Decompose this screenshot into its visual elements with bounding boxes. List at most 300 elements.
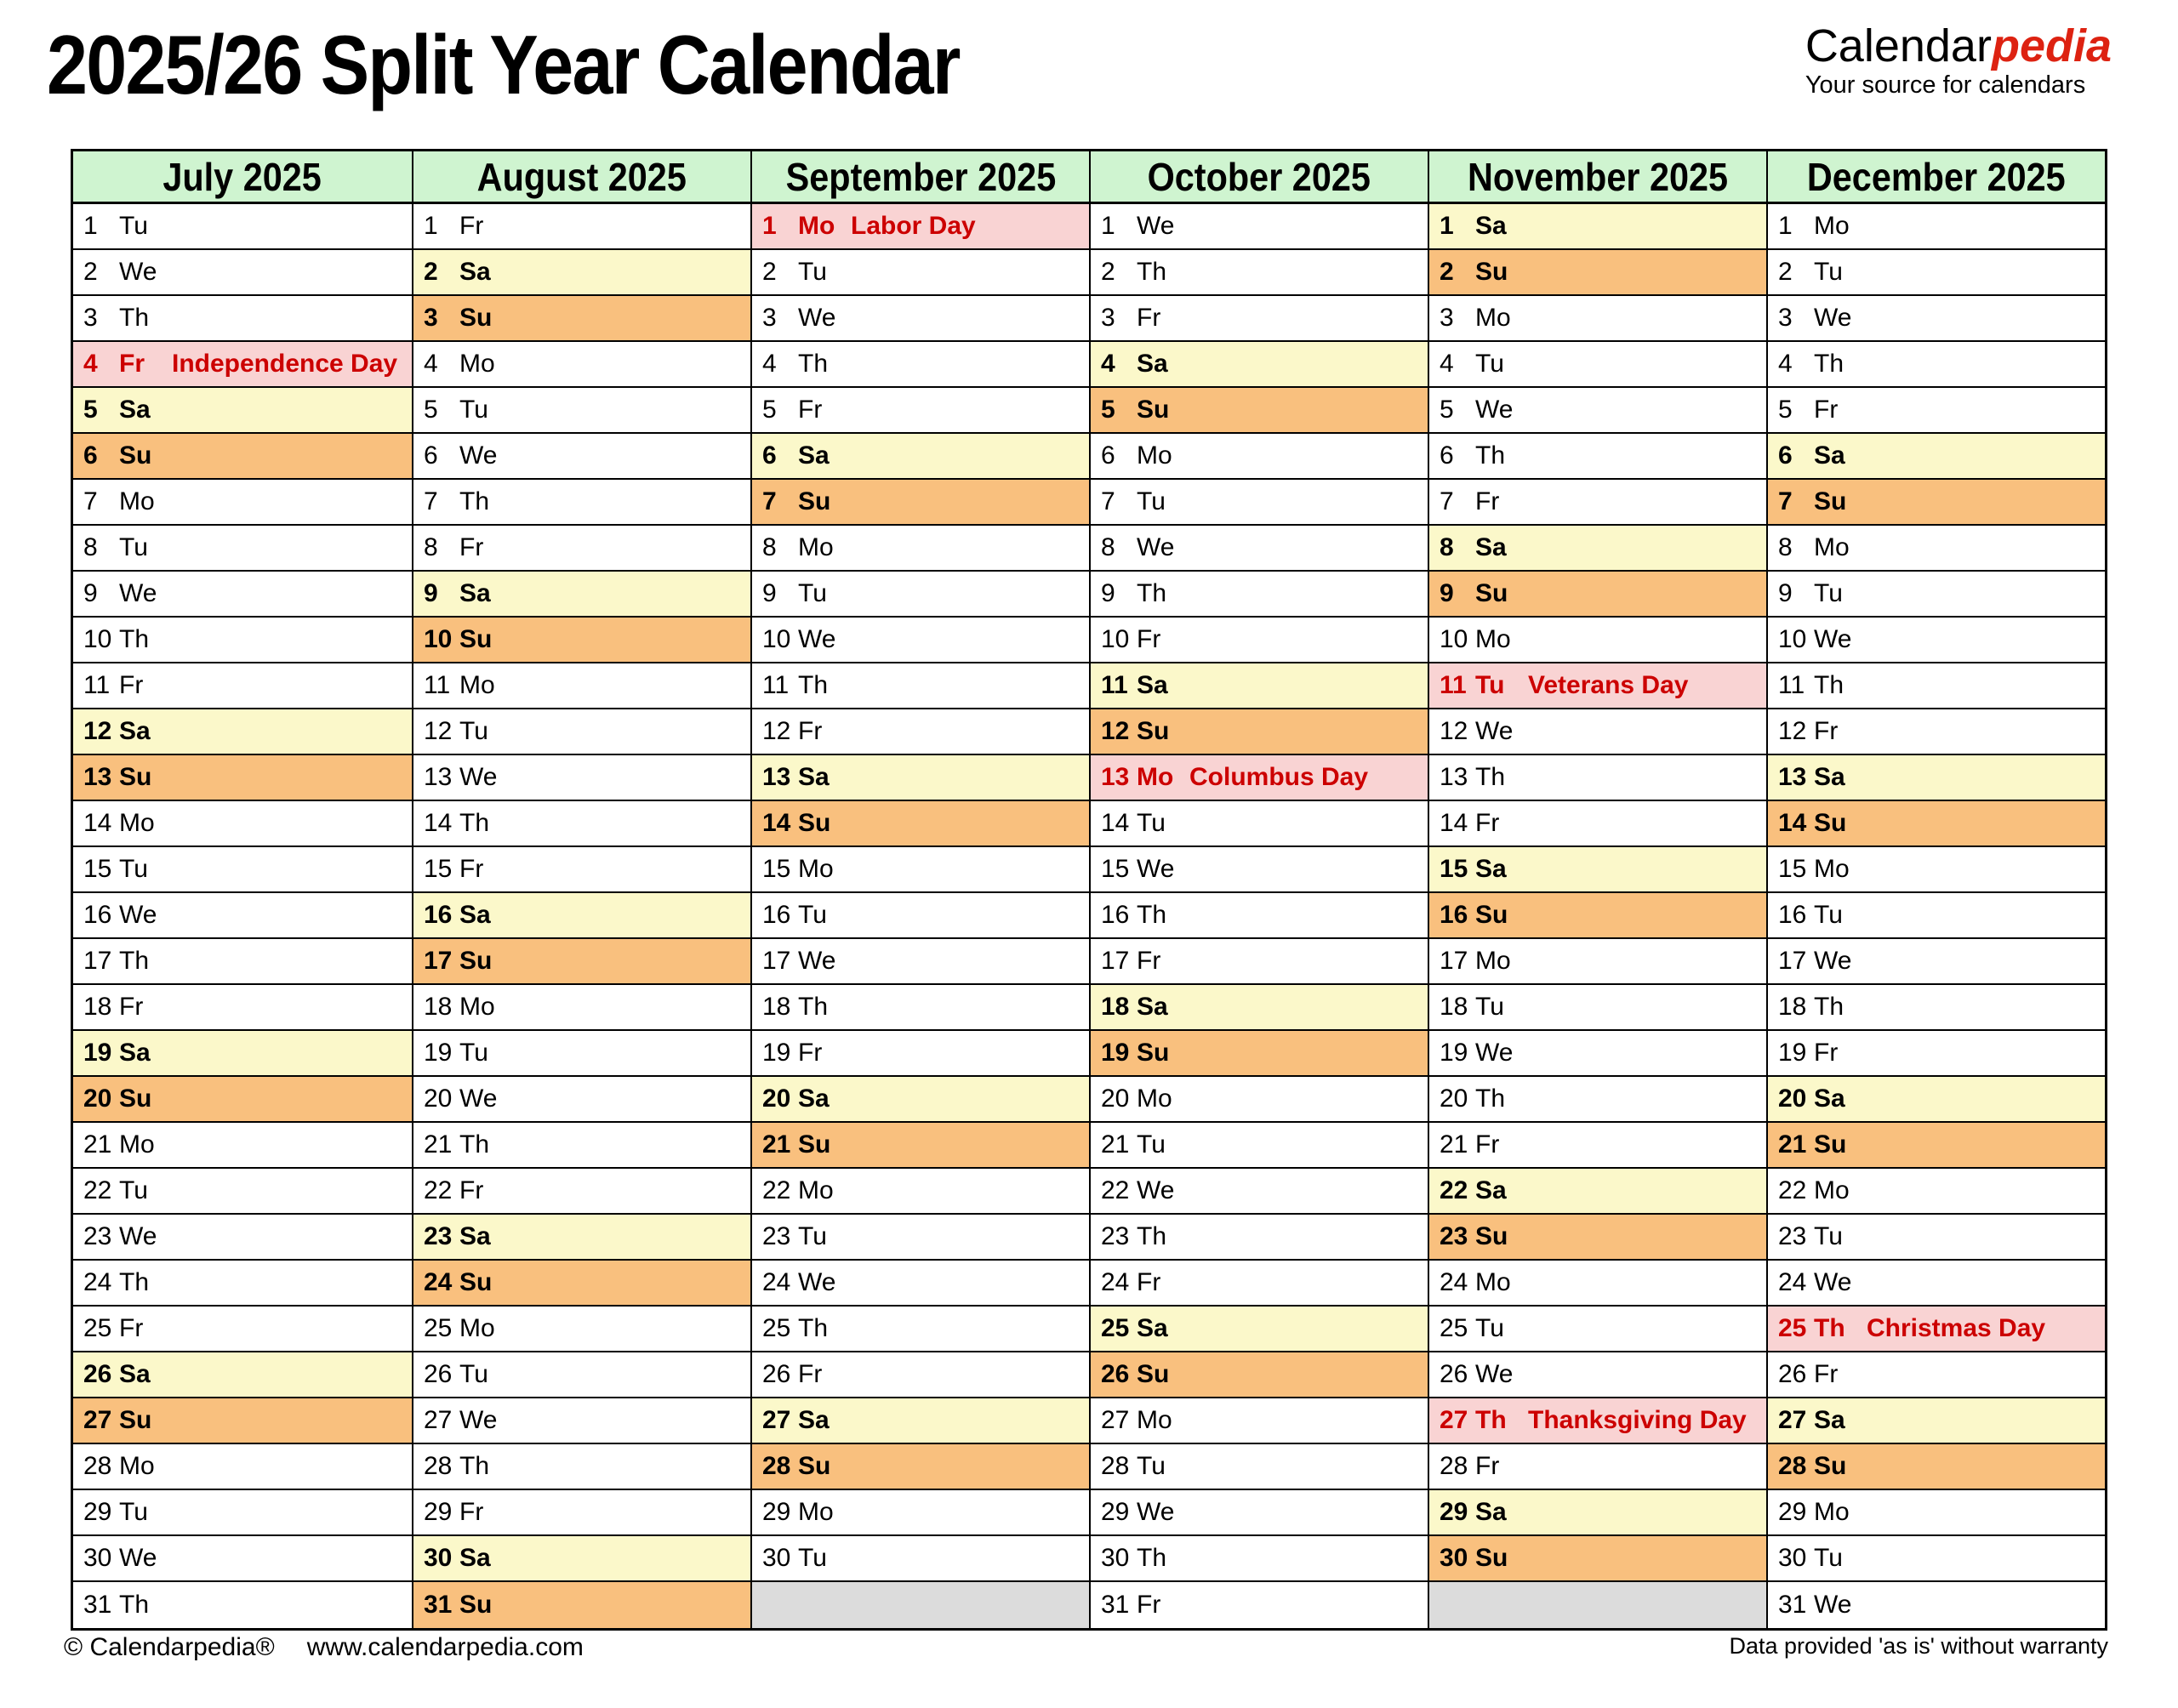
day-number: 11 — [1101, 671, 1128, 699]
day-number: 8 — [424, 533, 438, 561]
day-weekday: We — [119, 258, 157, 286]
day-cell — [413, 755, 750, 801]
day-cell — [1091, 250, 1428, 296]
day-weekday: We — [1475, 1360, 1514, 1388]
day-weekday: Fr — [1814, 1039, 1839, 1067]
day-weekday: Fr — [1475, 809, 1500, 837]
holiday-label: Christmas Day — [1867, 1314, 2046, 1342]
day-weekday: Sa — [798, 441, 830, 470]
day-number: 17 — [1440, 947, 1468, 975]
day-weekday: Tu — [1475, 993, 1504, 1021]
day-weekday: Th — [1814, 993, 1844, 1021]
day-number: 3 — [762, 304, 777, 332]
day-number: 19 — [762, 1039, 791, 1067]
day-cell — [1091, 1398, 1428, 1444]
day-number: 16 — [762, 901, 791, 929]
day-number: 18 — [1440, 993, 1468, 1021]
day-weekday: Th — [1137, 901, 1167, 929]
month-header-label: December 2025 — [1807, 154, 2066, 199]
day-weekday: Tu — [1814, 258, 1843, 286]
day-cell — [1091, 1123, 1428, 1169]
day-weekday: Sa — [1137, 350, 1168, 378]
day-weekday: Th — [798, 671, 829, 699]
day-number: 31 — [424, 1591, 453, 1619]
day-number: 20 — [1440, 1085, 1468, 1113]
day-cell — [1768, 1490, 2105, 1536]
day-weekday: Th — [119, 1591, 150, 1619]
day-cell — [413, 342, 750, 388]
day-number: 8 — [1101, 533, 1115, 561]
day-weekday: Su — [1475, 579, 1508, 607]
day-cell — [752, 1307, 1089, 1352]
day-cell — [752, 204, 1089, 250]
day-weekday: Mo — [798, 1176, 834, 1204]
day-weekday: Sa — [1814, 441, 1845, 470]
day-number: 12 — [762, 717, 791, 745]
day-number: 16 — [1778, 901, 1807, 929]
day-cell — [413, 847, 750, 893]
day-weekday: Su — [1475, 258, 1508, 286]
day-weekday: Su — [1814, 1452, 1847, 1480]
day-number: 4 — [1101, 350, 1115, 378]
day-cell — [73, 388, 412, 434]
day-cell — [413, 296, 750, 342]
day-number: 29 — [1440, 1498, 1468, 1526]
day-cell — [73, 755, 412, 801]
day-weekday: Tu — [1475, 1314, 1504, 1342]
day-weekday: We — [459, 763, 498, 791]
day-weekday: Tu — [1137, 1452, 1166, 1480]
day-weekday: Su — [459, 1591, 493, 1619]
day-weekday: Fr — [119, 993, 144, 1021]
day-cell — [1091, 480, 1428, 526]
day-number: 7 — [1101, 487, 1115, 515]
day-weekday: Tu — [1475, 671, 1505, 699]
day-number: 6 — [1440, 441, 1454, 470]
day-number: 24 — [762, 1268, 791, 1296]
day-weekday: Mo — [119, 1452, 155, 1480]
day-weekday: Mo — [1814, 212, 1850, 240]
day-number: 16 — [83, 901, 112, 929]
day-cell — [1091, 1444, 1428, 1490]
day-number: 17 — [1778, 947, 1807, 975]
day-cell — [1429, 1536, 1766, 1582]
day-weekday: Sa — [459, 1222, 491, 1250]
day-weekday: Th — [459, 487, 490, 515]
day-weekday: Th — [798, 1314, 829, 1342]
day-weekday: Th — [1137, 1544, 1167, 1572]
day-number: 6 — [1778, 441, 1793, 470]
day-weekday: Mo — [459, 350, 495, 378]
day-number: 14 — [1778, 809, 1807, 837]
day-cell — [752, 755, 1089, 801]
day-weekday: Mo — [459, 671, 495, 699]
day-number: 21 — [1778, 1130, 1807, 1159]
day-cell — [73, 296, 412, 342]
day-number: 10 — [424, 625, 453, 653]
day-weekday: Th — [1137, 1222, 1167, 1250]
holiday-label: Independence Day — [172, 350, 398, 378]
day-weekday: Fr — [1137, 1591, 1161, 1619]
day-weekday: Fr — [459, 212, 484, 240]
day-number: 14 — [424, 809, 453, 837]
day-cell — [1768, 434, 2105, 480]
day-cell — [1429, 1123, 1766, 1169]
footer-copyright: © Calendarpedia® — [64, 1633, 275, 1661]
day-cell — [413, 1123, 750, 1169]
day-number: 28 — [1440, 1452, 1468, 1480]
day-weekday: Th — [119, 1268, 150, 1296]
day-number: 8 — [83, 533, 98, 561]
day-weekday: Th — [1137, 579, 1167, 607]
day-cell — [752, 1031, 1089, 1077]
day-cell — [73, 1536, 412, 1582]
day-number: 12 — [1101, 717, 1130, 745]
day-cell — [73, 480, 412, 526]
day-cell — [73, 1444, 412, 1490]
day-weekday: Tu — [459, 717, 488, 745]
day-number: 4 — [1778, 350, 1793, 378]
day-weekday: Sa — [459, 579, 491, 607]
calendarpedia-logo[interactable] — [1805, 22, 2112, 98]
day-number: 15 — [1440, 855, 1468, 883]
day-weekday: Fr — [1814, 396, 1839, 424]
day-number: 29 — [762, 1498, 791, 1526]
day-cell — [752, 434, 1089, 480]
day-number: 17 — [424, 947, 453, 975]
day-number: 19 — [1440, 1039, 1468, 1067]
day-cell — [1768, 1169, 2105, 1215]
day-cell — [1091, 1215, 1428, 1261]
day-weekday: Th — [1475, 1406, 1507, 1434]
day-weekday: Mo — [1814, 1498, 1850, 1526]
day-weekday: Fr — [1137, 625, 1161, 653]
day-weekday: Su — [1814, 487, 1847, 515]
day-cell — [752, 1536, 1089, 1582]
day-cell — [73, 1490, 412, 1536]
day-number: 10 — [1778, 625, 1807, 653]
day-cell — [752, 709, 1089, 755]
day-cell — [752, 847, 1089, 893]
day-cell — [413, 985, 750, 1031]
day-cell — [1091, 204, 1428, 250]
day-cell — [73, 1215, 412, 1261]
day-weekday: Sa — [1475, 212, 1507, 240]
day-weekday: Tu — [119, 855, 148, 883]
day-weekday: Mo — [1137, 1085, 1172, 1113]
month-header-label: July 2025 — [162, 154, 322, 199]
day-number: 27 — [1778, 1406, 1807, 1434]
day-number: 14 — [762, 809, 791, 837]
day-cell — [1091, 893, 1428, 939]
day-cell — [1768, 1352, 2105, 1398]
month-column — [750, 151, 1089, 1628]
day-cell — [413, 939, 750, 985]
day-weekday: Mo — [1475, 304, 1511, 332]
day-cell — [1091, 1352, 1428, 1398]
day-number: 26 — [762, 1360, 791, 1388]
day-weekday: We — [1814, 1591, 1852, 1619]
day-cell — [73, 893, 412, 939]
day-weekday: We — [798, 1268, 836, 1296]
day-weekday: Sa — [1137, 1314, 1168, 1342]
day-number: 22 — [1101, 1176, 1130, 1204]
day-weekday: Su — [1814, 809, 1847, 837]
day-cell — [73, 1169, 412, 1215]
day-number: 12 — [1440, 717, 1468, 745]
day-number: 1 — [1440, 212, 1454, 240]
day-cell — [73, 847, 412, 893]
day-number: 5 — [1440, 396, 1454, 424]
day-cell — [752, 939, 1089, 985]
day-number: 22 — [83, 1176, 112, 1204]
month-header-label: September 2025 — [785, 154, 1056, 199]
day-number: 18 — [83, 993, 112, 1021]
day-weekday: Tu — [1137, 487, 1166, 515]
day-cell — [413, 1582, 750, 1628]
holiday-label: Veterans Day — [1528, 671, 1689, 699]
day-weekday: We — [119, 901, 157, 929]
day-cell — [1091, 1490, 1428, 1536]
day-cell — [1091, 1077, 1428, 1123]
day-cell — [73, 250, 412, 296]
day-number: 13 — [1101, 763, 1130, 791]
footer-website-link[interactable]: www.calendarpedia.com — [306, 1633, 584, 1661]
day-number: 11 — [1440, 671, 1467, 699]
day-weekday: Mo — [459, 1314, 495, 1342]
day-weekday: We — [1137, 1498, 1175, 1526]
day-weekday: Tu — [798, 1544, 827, 1572]
day-number: 28 — [424, 1452, 453, 1480]
day-number: 11 — [424, 671, 451, 699]
day-cell — [1768, 709, 2105, 755]
day-number: 9 — [1778, 579, 1793, 607]
day-number: 23 — [1778, 1222, 1807, 1250]
day-number: 19 — [424, 1039, 453, 1067]
day-cell — [413, 1490, 750, 1536]
day-number: 13 — [424, 763, 453, 791]
day-weekday: Sa — [1814, 1406, 1845, 1434]
day-number: 3 — [83, 304, 98, 332]
day-number: 15 — [1778, 855, 1807, 883]
day-number: 1 — [762, 212, 777, 240]
day-cell — [73, 1077, 412, 1123]
day-cell — [1091, 663, 1428, 709]
day-cell — [1091, 939, 1428, 985]
day-cell — [1091, 572, 1428, 618]
day-weekday: Th — [1137, 258, 1167, 286]
day-cell — [752, 388, 1089, 434]
day-number: 21 — [83, 1130, 112, 1159]
day-weekday: Sa — [1137, 671, 1168, 699]
day-number: 1 — [1101, 212, 1115, 240]
day-number: 2 — [83, 258, 98, 286]
day-cell — [413, 893, 750, 939]
day-number: 3 — [1440, 304, 1454, 332]
page-title: 2025/26 Split Year Calendar — [47, 18, 960, 111]
day-number: 22 — [424, 1176, 453, 1204]
day-weekday: Tu — [1475, 350, 1504, 378]
day-cell — [413, 663, 750, 709]
day-number: 30 — [1101, 1544, 1130, 1572]
day-weekday: Mo — [1475, 1268, 1511, 1296]
day-cell — [1768, 572, 2105, 618]
day-cell — [1768, 1123, 2105, 1169]
day-weekday: We — [798, 625, 836, 653]
day-cell — [1429, 939, 1766, 985]
day-number: 11 — [83, 671, 111, 699]
day-weekday: Th — [1475, 1085, 1506, 1113]
day-weekday: Tu — [119, 533, 148, 561]
day-number: 6 — [83, 441, 98, 470]
day-weekday: We — [1137, 1176, 1175, 1204]
day-number: 23 — [83, 1222, 112, 1250]
day-number: 21 — [424, 1130, 453, 1159]
day-number: 25 — [424, 1314, 453, 1342]
day-number: 19 — [1778, 1039, 1807, 1067]
day-weekday: Su — [1475, 901, 1508, 929]
day-number: 27 — [424, 1406, 453, 1434]
day-weekday: Tu — [1814, 579, 1843, 607]
day-weekday: Su — [459, 947, 493, 975]
day-number: 13 — [762, 763, 791, 791]
day-number: 12 — [424, 717, 453, 745]
day-weekday: Fr — [798, 396, 823, 424]
day-weekday: Sa — [119, 1360, 151, 1388]
day-weekday: Th — [459, 809, 490, 837]
day-number: 7 — [424, 487, 438, 515]
month-column — [1428, 151, 1766, 1628]
day-weekday: We — [1475, 1039, 1514, 1067]
day-number: 24 — [1778, 1268, 1807, 1296]
day-number: 28 — [1101, 1452, 1130, 1480]
day-cell — [1768, 1582, 2105, 1628]
day-number: 5 — [424, 396, 438, 424]
day-number: 29 — [1778, 1498, 1807, 1526]
day-number: 2 — [1440, 258, 1454, 286]
day-cell — [1768, 1215, 2105, 1261]
day-number: 22 — [1440, 1176, 1468, 1204]
day-number: 29 — [424, 1498, 453, 1526]
day-number: 22 — [762, 1176, 791, 1204]
day-number: 6 — [424, 441, 438, 470]
day-weekday: We — [798, 947, 836, 975]
day-number: 6 — [762, 441, 777, 470]
day-number: 7 — [1440, 487, 1454, 515]
day-number: 14 — [83, 809, 112, 837]
day-weekday: We — [459, 1085, 498, 1113]
day-weekday: Fr — [1137, 304, 1161, 332]
day-cell — [73, 342, 412, 388]
day-number: 5 — [83, 396, 98, 424]
day-weekday: Fr — [119, 350, 145, 378]
day-cell — [413, 801, 750, 847]
day-weekday: We — [1814, 1268, 1852, 1296]
day-cell — [752, 663, 1089, 709]
day-cell — [1429, 709, 1766, 755]
day-weekday: Fr — [459, 1176, 484, 1204]
day-weekday: Th — [798, 350, 829, 378]
day-weekday: Su — [1137, 1039, 1170, 1067]
day-cell — [73, 618, 412, 663]
day-weekday: Fr — [798, 1039, 823, 1067]
day-weekday: Tu — [1814, 1544, 1843, 1572]
day-weekday: Su — [1814, 1130, 1847, 1159]
day-weekday: Tu — [119, 1176, 148, 1204]
day-cell — [752, 1261, 1089, 1307]
day-number: 31 — [1778, 1591, 1807, 1619]
day-weekday: Sa — [119, 1039, 151, 1067]
day-cell — [752, 572, 1089, 618]
day-weekday: Su — [798, 487, 831, 515]
day-weekday: We — [1475, 717, 1514, 745]
day-cell — [1768, 1444, 2105, 1490]
day-weekday: Sa — [1475, 1498, 1507, 1526]
day-number: 28 — [762, 1452, 791, 1480]
day-weekday: Mo — [798, 855, 834, 883]
month-column — [1089, 151, 1428, 1628]
day-number: 25 — [1778, 1314, 1807, 1342]
day-number: 31 — [83, 1591, 112, 1619]
day-weekday: Fr — [798, 1360, 823, 1388]
day-cell — [1768, 1261, 2105, 1307]
day-cell — [1768, 388, 2105, 434]
day-weekday: Th — [1814, 1314, 1845, 1342]
day-number: 27 — [1440, 1406, 1468, 1434]
day-weekday: We — [1137, 533, 1175, 561]
day-number: 27 — [83, 1406, 112, 1434]
day-cell — [1429, 388, 1766, 434]
day-number: 12 — [83, 717, 112, 745]
day-cell — [73, 526, 412, 572]
day-cell — [73, 939, 412, 985]
day-cell — [752, 801, 1089, 847]
day-cell — [1429, 755, 1766, 801]
day-weekday: Fr — [1475, 1130, 1500, 1159]
day-weekday: Sa — [119, 717, 151, 745]
day-weekday: Sa — [798, 763, 830, 791]
day-cell — [1429, 250, 1766, 296]
day-number: 1 — [1778, 212, 1793, 240]
day-cell — [73, 1398, 412, 1444]
day-weekday: Sa — [1475, 855, 1507, 883]
day-number: 7 — [83, 487, 98, 515]
day-number: 17 — [83, 947, 112, 975]
day-number: 4 — [83, 350, 98, 378]
day-cell — [413, 618, 750, 663]
day-number: 7 — [1778, 487, 1793, 515]
day-weekday: Fr — [1137, 947, 1161, 975]
day-cell — [1091, 801, 1428, 847]
day-weekday: We — [1137, 212, 1175, 240]
day-number: 30 — [1778, 1544, 1807, 1572]
day-weekday: Tu — [119, 1498, 148, 1526]
day-cell — [1768, 847, 2105, 893]
day-weekday: Su — [119, 763, 152, 791]
day-weekday: Mo — [119, 1130, 155, 1159]
day-cell — [752, 526, 1089, 572]
day-number: 1 — [83, 212, 98, 240]
month-header-label: October 2025 — [1147, 154, 1371, 199]
day-weekday: Fr — [1814, 717, 1839, 745]
day-weekday: Tu — [1137, 809, 1166, 837]
day-weekday: Mo — [798, 533, 834, 561]
day-cell — [413, 1536, 750, 1582]
day-number: 14 — [1440, 809, 1468, 837]
day-weekday: Sa — [1814, 763, 1845, 791]
day-number: 24 — [83, 1268, 112, 1296]
day-weekday: Su — [459, 625, 493, 653]
